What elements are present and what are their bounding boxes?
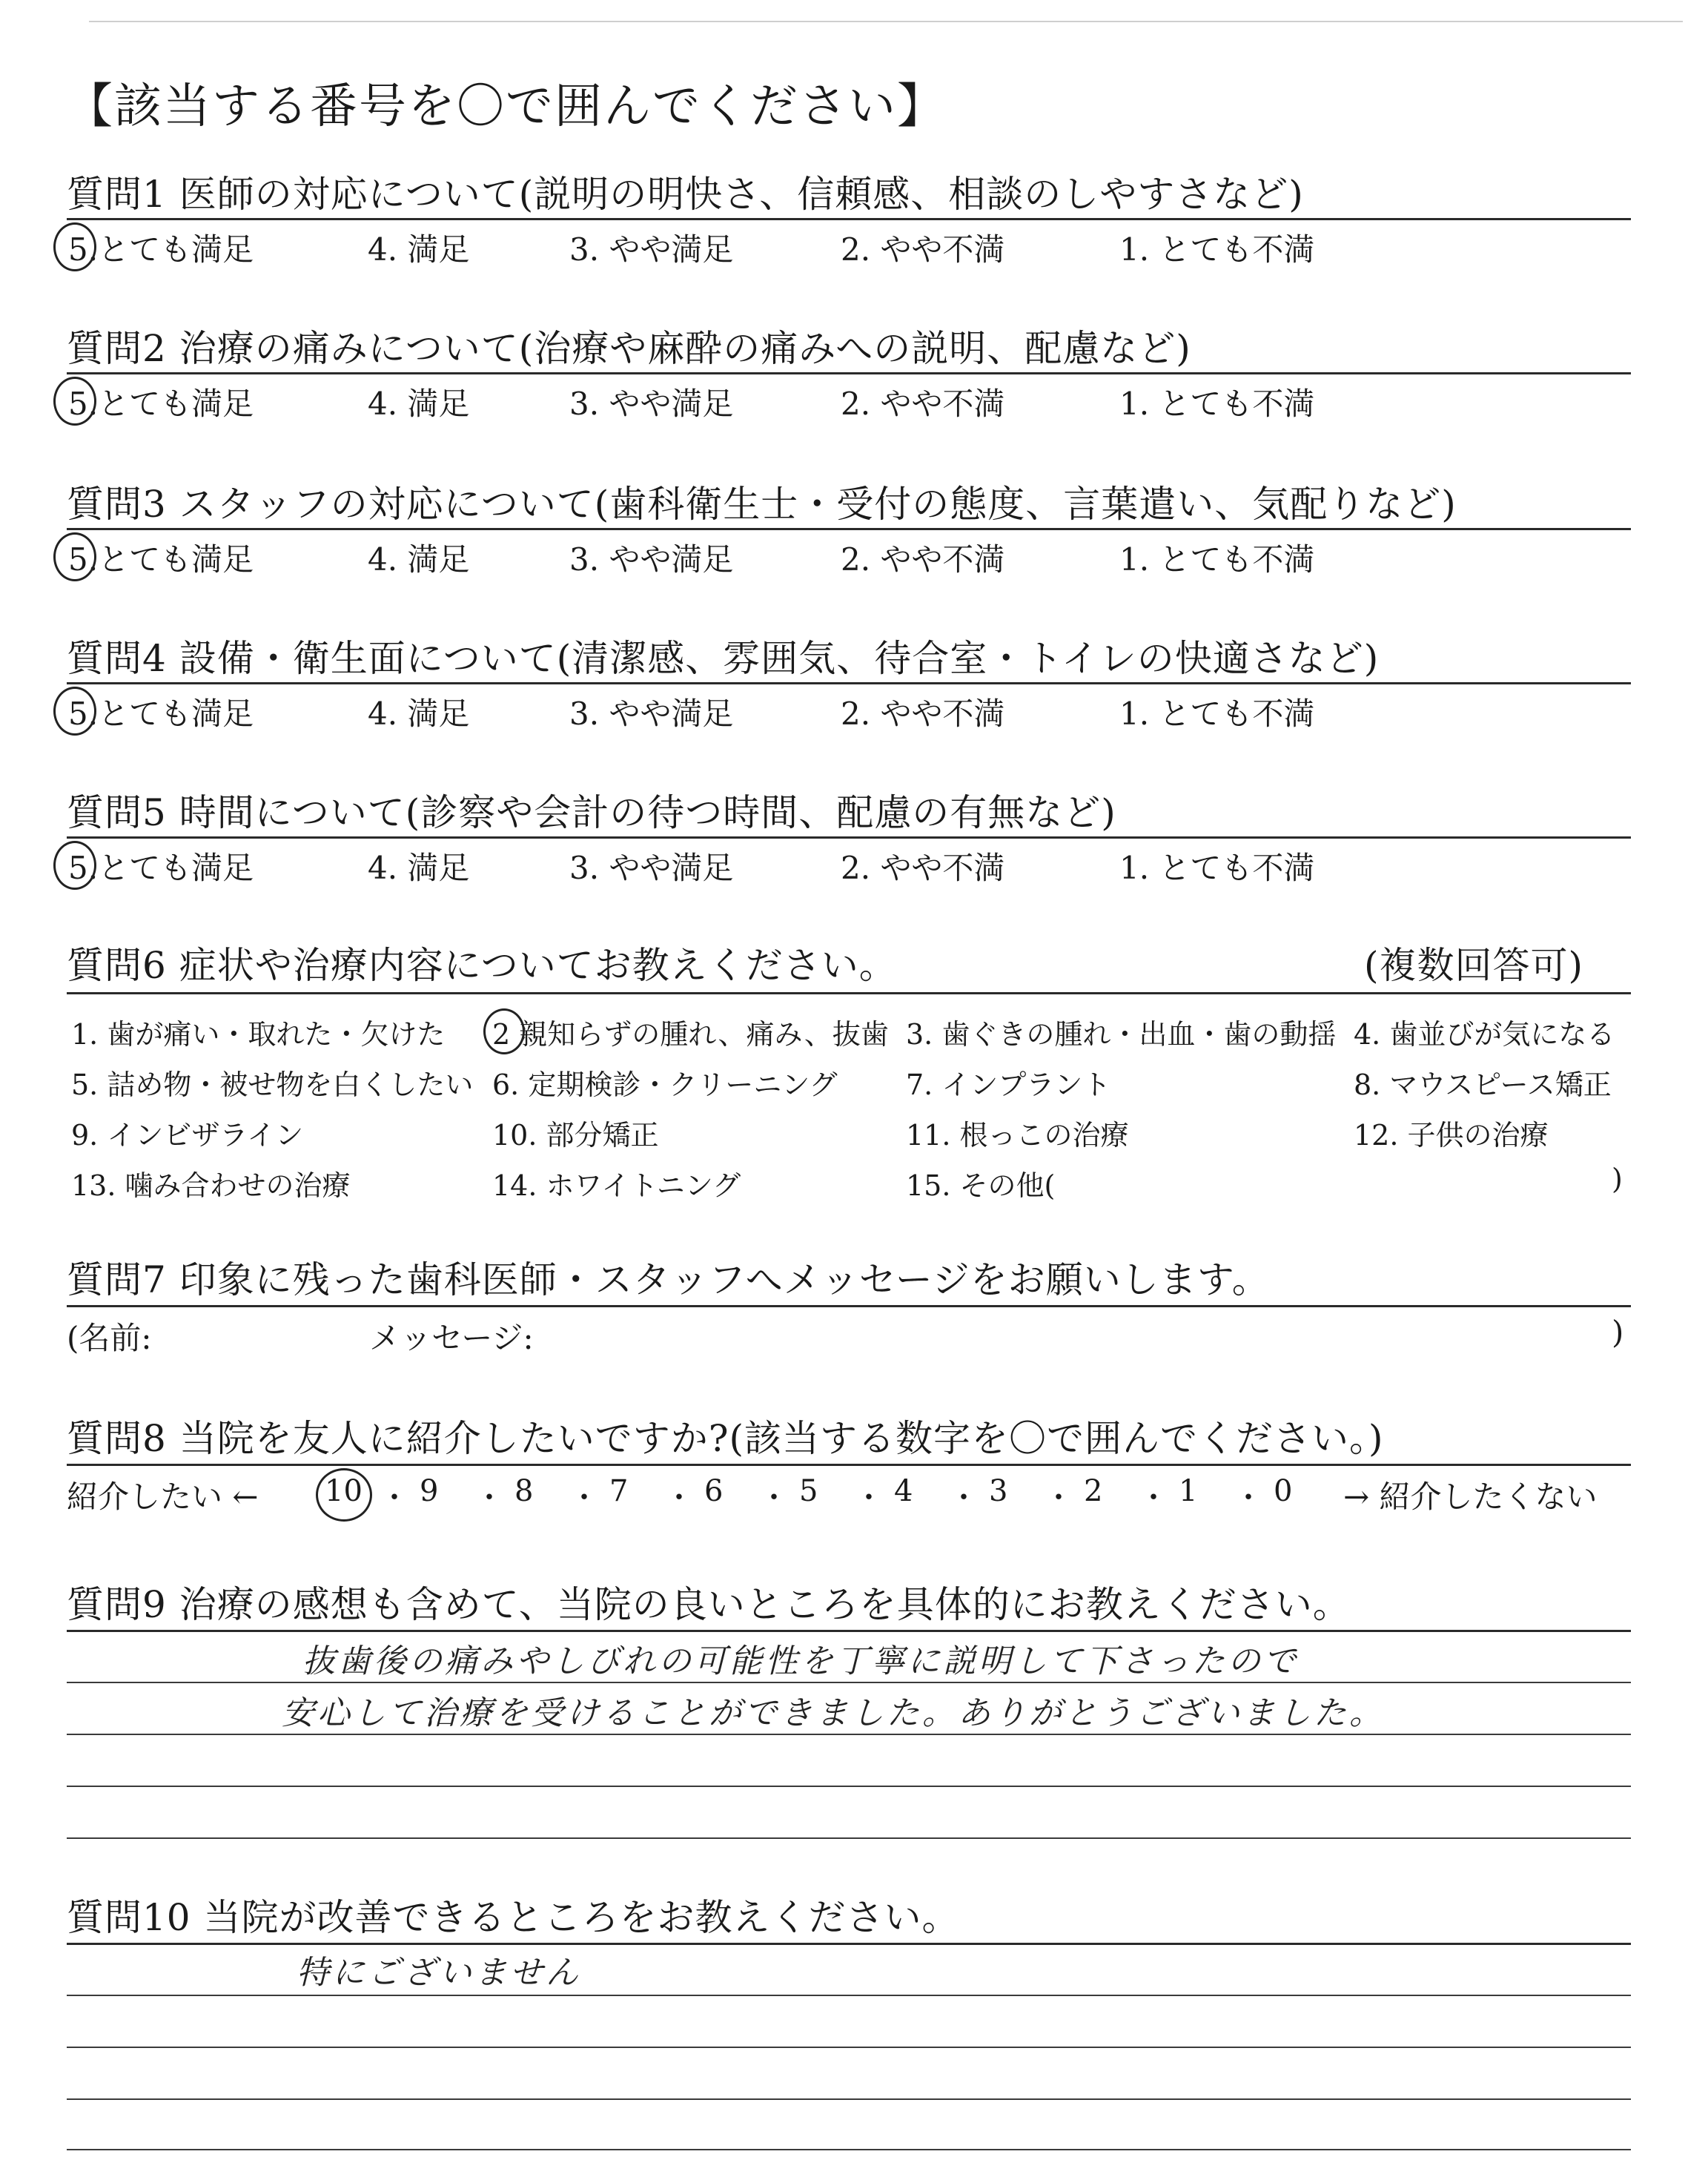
q4-selected-circle <box>53 687 96 736</box>
q2-rule <box>67 372 1631 374</box>
q4-option[interactable]: 4. 満足 <box>368 696 470 732</box>
q9-line <box>67 1837 1631 1839</box>
q7-close-paren: ) <box>1612 1314 1624 1350</box>
q8-separator: ・ <box>759 1481 789 1515</box>
q5-option[interactable]: 3. やや満足 <box>569 850 734 886</box>
q8-scale-value[interactable]: 1 <box>1179 1474 1198 1508</box>
q7-label: 質問7 印象に残った歯科医師・スタッフへメッセージをお願いします。 <box>67 1258 1270 1301</box>
q6-item[interactable]: 10. 部分矯正 <box>492 1119 659 1152</box>
q8-scale-value[interactable]: 2 <box>1084 1474 1103 1508</box>
q6-item[interactable]: 14. ホワイトニング <box>492 1169 741 1202</box>
q10-line <box>67 1995 1631 1996</box>
q1-label: 質問1 医師の対応について(説明の明快さ、信頼感、相談のしやすさなど) <box>67 173 1304 216</box>
q8-selected-circle <box>316 1468 372 1522</box>
q9-answer-line: 抜歯後の痛みやしびれの可能性を丁寧に説明して下さったので <box>302 1642 1299 1680</box>
q6-item: ) <box>1612 1163 1623 1195</box>
q6-rule <box>67 992 1631 994</box>
q1-option[interactable]: 3. やや満足 <box>569 231 734 268</box>
q8-left-label: 紹介したい ← <box>67 1479 259 1515</box>
q1-option[interactable]: 4. 満足 <box>368 231 470 268</box>
q6-item[interactable]: 1. 歯が痛い・取れた・欠けた <box>71 1018 446 1051</box>
q3-option[interactable]: 1. とても不満 <box>1119 541 1315 578</box>
q8-scale-value[interactable]: 4 <box>894 1474 913 1508</box>
q2-option[interactable]: 4. 満足 <box>368 386 470 422</box>
q8-separator: ・ <box>380 1481 409 1515</box>
q8-scale-value[interactable]: 8 <box>514 1474 534 1508</box>
q6-label: 質問6 症状や治療内容についてお教えください。 <box>67 944 897 987</box>
q4-option[interactable]: 1. とても不満 <box>1119 696 1315 732</box>
q10-label: 質問10 当院が改善できるところをお教えください。 <box>67 1896 960 1939</box>
q1-option[interactable]: 2. やや不満 <box>841 231 1005 268</box>
q8-separator: ・ <box>854 1481 884 1515</box>
q10-line <box>67 2098 1631 2100</box>
q3-option[interactable]: 4. 満足 <box>368 541 470 578</box>
q2-option[interactable]: 1. とても不満 <box>1119 386 1315 422</box>
page-title: 【該当する番号を〇で囲んでください】 <box>65 79 946 134</box>
top-border <box>89 21 1683 22</box>
q4-option[interactable]: 2. やや不満 <box>841 696 1005 732</box>
q1-option[interactable]: 1. とても不満 <box>1119 231 1315 268</box>
q7-name-label: (名前: <box>67 1320 152 1356</box>
q8-scale-value[interactable]: 3 <box>989 1474 1008 1508</box>
q2-option[interactable]: 2. やや不満 <box>841 386 1005 422</box>
q4-option[interactable]: 3. やや満足 <box>569 696 734 732</box>
q10-line <box>67 2047 1631 2048</box>
q2-label: 質問2 治療の痛みについて(治療や麻酔の痛みへの説明、配慮など) <box>67 327 1191 370</box>
q3-rule <box>67 528 1631 530</box>
q9-answer-line: 安心して治療を受けることができました。ありがとうございました。 <box>282 1694 1385 1732</box>
q6-item[interactable]: 13. 噛み合わせの治療 <box>71 1169 351 1202</box>
q9-line <box>67 1786 1631 1787</box>
q7-message-label: メッセージ: <box>369 1320 534 1356</box>
q8-rule <box>67 1464 1631 1466</box>
q8-scale-value[interactable]: 5 <box>799 1474 818 1508</box>
q6-item[interactable]: 11. 根っこの治療 <box>906 1119 1129 1152</box>
q9-line <box>67 1682 1631 1683</box>
q8-scale-value[interactable]: 10 <box>325 1474 363 1508</box>
q1-selected-circle <box>53 222 96 271</box>
q2-selected-circle <box>53 377 96 426</box>
q6-item[interactable]: 15. その他( <box>906 1169 1056 1202</box>
q1-option[interactable]: 5.とても満足 <box>68 231 254 268</box>
q6-item[interactable]: 2 親知らずの腫れ、痛み、抜歯 <box>492 1018 889 1051</box>
q5-option[interactable]: 5.とても満足 <box>68 850 254 886</box>
q4-option[interactable]: 5.とても満足 <box>68 696 254 732</box>
q5-option[interactable]: 1. とても不満 <box>1119 850 1315 886</box>
q3-option[interactable]: 5.とても満足 <box>68 541 254 578</box>
q10-answer-line: 特にございません <box>297 1954 581 1992</box>
q3-option[interactable]: 3. やや満足 <box>569 541 734 578</box>
q6-item[interactable]: 7. インプラント <box>906 1069 1111 1101</box>
q4-label: 質問4 設備・衛生面について(清潔感、雰囲気、待合室・トイレの快適さなど) <box>67 637 1380 680</box>
q8-separator: ・ <box>1139 1481 1168 1515</box>
q5-selected-circle <box>53 841 96 890</box>
q5-rule <box>67 836 1631 839</box>
q3-selected-circle <box>53 532 96 581</box>
q8-scale-value[interactable]: 0 <box>1274 1474 1293 1508</box>
q6-item[interactable]: 8. マウスピース矯正 <box>1354 1069 1612 1101</box>
q8-scale-value[interactable]: 6 <box>704 1474 724 1508</box>
q8-separator: ・ <box>569 1481 599 1515</box>
q8-separator: ・ <box>1234 1481 1263 1515</box>
q6-item[interactable]: 9. インビザライン <box>71 1119 304 1152</box>
q8-separator: ・ <box>664 1481 694 1515</box>
q7-rule <box>67 1305 1631 1307</box>
q10-line <box>67 2149 1631 2150</box>
q8-separator: ・ <box>949 1481 979 1515</box>
q9-line <box>67 1734 1631 1735</box>
q8-separator: ・ <box>1044 1481 1073 1515</box>
q9-rule <box>67 1630 1631 1632</box>
q5-label: 質問5 時間について(診察や会計の待つ時間、配慮の有無など) <box>67 791 1116 834</box>
q10-rule <box>67 1943 1631 1945</box>
q6-item[interactable]: 12. 子供の治療 <box>1354 1119 1549 1152</box>
q8-scale-value[interactable]: 9 <box>420 1474 439 1508</box>
q3-label: 質問3 スタッフの対応について(歯科衛生士・受付の態度、言葉遣い、気配りなど) <box>67 483 1457 526</box>
q2-option[interactable]: 3. やや満足 <box>569 386 734 422</box>
q6-item[interactable]: 3. 歯ぐきの腫れ・出血・歯の動揺 <box>906 1018 1337 1051</box>
q6-item[interactable]: 5. 詰め物・被せ物を白くしたい <box>71 1069 474 1101</box>
q6-item[interactable]: 6. 定期検診・クリーニング <box>492 1069 838 1101</box>
q1-rule <box>67 218 1631 220</box>
q2-option[interactable]: 5.とても満足 <box>68 386 254 422</box>
q8-scale-value[interactable]: 7 <box>609 1474 629 1508</box>
q4-rule <box>67 682 1631 684</box>
q6-selected-circle <box>483 1008 525 1054</box>
q5-option[interactable]: 4. 満足 <box>368 850 470 886</box>
q6-note: (複数回答可) <box>1364 944 1584 987</box>
q8-separator: ・ <box>474 1481 504 1515</box>
q9-label: 質問9 治療の感想も含めて、当院の良いところを具体的にお教えください。 <box>67 1583 1351 1626</box>
q5-option[interactable]: 2. やや不満 <box>841 850 1005 886</box>
q8-label: 質問8 当院を友人に紹介したいですか?(該当する数字を〇で囲んでください。) <box>67 1417 1384 1460</box>
q8-right-label: → 紹介したくない <box>1343 1479 1598 1515</box>
q6-item[interactable]: 4. 歯並びが気になる <box>1354 1018 1615 1051</box>
q3-option[interactable]: 2. やや不満 <box>841 541 1005 578</box>
